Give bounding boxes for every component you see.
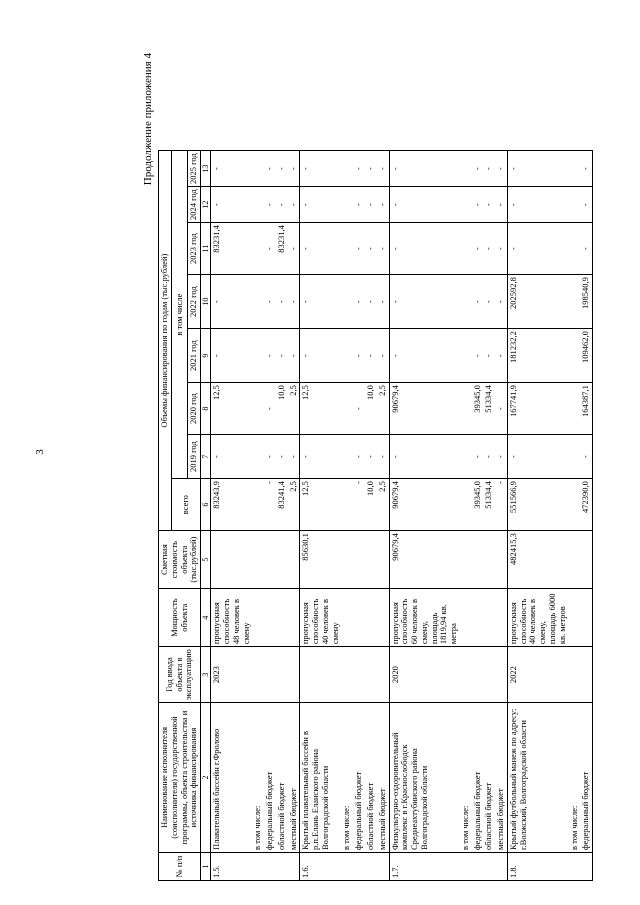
row-year-value — [341, 383, 353, 435]
appendix-label: Продолжение приложения 4 — [142, 53, 154, 186]
column-number: 5 — [201, 531, 211, 589]
row-year-value: - — [507, 223, 568, 275]
row-year-value: - — [507, 435, 568, 479]
row-cost — [353, 531, 365, 589]
row-year-value: - — [353, 275, 365, 329]
table-row — [276, 151, 288, 881]
row-year-value: - — [353, 187, 365, 223]
row-total — [252, 479, 264, 531]
row-year-value: - — [495, 329, 507, 383]
row-year-value — [341, 435, 353, 479]
row-year-value: - — [276, 151, 288, 187]
row-num — [252, 853, 264, 881]
row-year-value: - — [389, 151, 460, 187]
row-year-value: - — [495, 151, 507, 187]
row-year-value: - — [377, 435, 389, 479]
header-year: 2021 год — [188, 329, 201, 383]
row-name: местный бюджет — [288, 703, 300, 853]
table-row — [353, 151, 365, 881]
row-year-value: - — [300, 187, 342, 223]
row-year-value: - — [276, 435, 288, 479]
row-num: 1.5. — [211, 853, 253, 881]
row-year-value: - — [495, 435, 507, 479]
row-year-value: 90679,4 — [389, 383, 460, 435]
row-year-value: - — [365, 223, 377, 275]
row-year-value: 10,0 — [276, 383, 288, 435]
header-num: № п/п — [159, 853, 201, 881]
row-capacity — [569, 589, 581, 647]
row-year-value — [569, 435, 581, 479]
row-total: 90679,4 — [389, 479, 460, 531]
row-cost — [288, 531, 300, 589]
row-year-value: 181232,2 — [507, 329, 568, 383]
row-num — [472, 853, 484, 881]
table-row — [472, 151, 484, 881]
table-row — [300, 151, 342, 881]
row-year-value: - — [495, 223, 507, 275]
row-num — [460, 853, 472, 881]
row-year-value: - — [495, 383, 507, 435]
row-year-value — [341, 151, 353, 187]
row-year-value: 10,0 — [365, 383, 377, 435]
row-year-value — [252, 383, 264, 435]
row-total: - — [353, 479, 365, 531]
row-year-value: - — [288, 329, 300, 383]
row-year-value: - — [483, 151, 495, 187]
row-year-value: - — [288, 151, 300, 187]
header-year: 2025 год — [188, 151, 201, 187]
row-num — [377, 853, 389, 881]
row-capacity — [252, 589, 264, 647]
page-number: 3 — [34, 449, 46, 455]
row-year — [264, 647, 276, 703]
column-number: 4 — [201, 589, 211, 647]
row-year-value: - — [211, 329, 253, 383]
row-year-value: 39345,0 — [472, 383, 484, 435]
row-cost — [460, 531, 472, 589]
row-year-value — [341, 223, 353, 275]
column-number: 13 — [201, 151, 211, 187]
row-cost — [569, 531, 581, 589]
row-total: 551566,9 — [507, 479, 568, 531]
header-year-input: Год ввода объекта в эксплуатацию — [159, 647, 201, 703]
row-year — [460, 647, 472, 703]
row-name: Крытый футбольный манеж по адресу: г.Волжский, Волгоградской области — [507, 703, 568, 853]
row-year-value: - — [472, 275, 484, 329]
row-cost: 85630,1 — [300, 531, 342, 589]
table-row — [377, 151, 389, 881]
column-number: 12 — [201, 187, 211, 223]
row-name: областной бюджет — [483, 703, 495, 853]
row-total: - — [264, 479, 276, 531]
row-year-value: - — [300, 435, 342, 479]
row-year-value — [460, 383, 472, 435]
column-number: 2 — [201, 703, 211, 853]
column-number: 7 — [201, 435, 211, 479]
row-cost — [341, 531, 353, 589]
row-capacity — [460, 589, 472, 647]
row-name: областной бюджет — [365, 703, 377, 853]
row-name: местный бюджет — [495, 703, 507, 853]
table-row — [252, 151, 264, 881]
row-total: 2,5 — [288, 479, 300, 531]
row-year: 2023 — [211, 647, 253, 703]
row-year-value: - — [507, 151, 568, 187]
row-capacity: пропускная способность 40 человек в смену — [300, 589, 342, 647]
row-num — [365, 853, 377, 881]
row-total: 83241,4 — [276, 479, 288, 531]
table-row — [507, 151, 568, 881]
row-name: в том числе: — [460, 703, 472, 853]
row-year-value — [460, 329, 472, 383]
column-number: 6 — [201, 479, 211, 531]
row-name: Физкультурно-оздоровительный комплекс в г.Краснослободск Среднеахтубинского района Волгоградской области — [389, 703, 460, 853]
row-year-value — [569, 223, 581, 275]
row-total: 51334,4 — [483, 479, 495, 531]
row-capacity — [288, 589, 300, 647]
row-name: федеральный бюджет — [580, 703, 592, 853]
row-year-value — [252, 275, 264, 329]
header-cost: Сметная стоимость объекта (тыс.рублей) — [159, 531, 201, 589]
row-name: в том числе: — [252, 703, 264, 853]
row-year: 2020 — [389, 647, 460, 703]
row-year-value: - — [365, 275, 377, 329]
row-year-value: 83231,4 — [211, 223, 253, 275]
row-year — [276, 647, 288, 703]
row-year-value: - — [264, 187, 276, 223]
row-total — [569, 479, 581, 531]
row-year-value: 109462,0 — [580, 329, 592, 383]
table-row — [580, 151, 592, 881]
row-year-value — [460, 275, 472, 329]
row-year — [580, 647, 592, 703]
row-year-value: - — [377, 223, 389, 275]
header-year: 2024 год — [188, 187, 201, 223]
row-year-value: - — [495, 187, 507, 223]
row-year-value — [460, 435, 472, 479]
row-year-value: - — [483, 275, 495, 329]
row-year-value — [460, 223, 472, 275]
row-year-value — [341, 275, 353, 329]
table-row — [460, 151, 472, 881]
row-total — [341, 479, 353, 531]
row-year-value: - — [377, 275, 389, 329]
row-year-value: - — [472, 435, 484, 479]
row-year-value: - — [264, 383, 276, 435]
row-year-value: - — [483, 187, 495, 223]
row-year-value: 2,5 — [288, 383, 300, 435]
column-number: 8 — [201, 383, 211, 435]
row-year — [377, 647, 389, 703]
header-year: 2020 год — [188, 383, 201, 435]
row-year-value — [460, 151, 472, 187]
row-name: Плавательный бассейн г.Фролово — [211, 703, 253, 853]
row-year-value: 12,5 — [211, 383, 253, 435]
row-year-value: - — [353, 329, 365, 383]
table-row — [264, 151, 276, 881]
row-year — [472, 647, 484, 703]
row-num — [483, 853, 495, 881]
row-capacity — [341, 589, 353, 647]
row-name: федеральный бюджет — [264, 703, 276, 853]
row-cost: 482415,3 — [507, 531, 568, 589]
row-capacity — [483, 589, 495, 647]
row-year — [252, 647, 264, 703]
row-year-value: - — [365, 329, 377, 383]
row-year-value: 198540,9 — [580, 275, 592, 329]
column-number: 3 — [201, 647, 211, 703]
row-year-value: - — [211, 275, 253, 329]
row-cost — [264, 531, 276, 589]
row-year-value — [252, 329, 264, 383]
row-year-value: - — [353, 435, 365, 479]
row-capacity: пропускная способность 48 человек в смену — [211, 589, 253, 647]
row-num — [264, 853, 276, 881]
row-year-value — [569, 275, 581, 329]
row-year-value: - — [365, 151, 377, 187]
row-year — [365, 647, 377, 703]
row-year-value: - — [580, 187, 592, 223]
row-capacity: пропускная способность 40 человек в смену, площадь 6000 кв. метров — [507, 589, 568, 647]
row-year-value: 51334,4 — [483, 383, 495, 435]
row-name: местный бюджет — [377, 703, 389, 853]
row-cost — [483, 531, 495, 589]
row-year-value — [460, 187, 472, 223]
row-year-value: - — [264, 435, 276, 479]
row-total: 12,5 — [300, 479, 342, 531]
row-num — [276, 853, 288, 881]
header-year: 2019 год — [188, 435, 201, 479]
table-row — [495, 151, 507, 881]
row-num: 1.6. — [300, 853, 342, 881]
table-row — [211, 151, 253, 881]
row-year-value: - — [276, 187, 288, 223]
row-cost — [377, 531, 389, 589]
row-year-value: - — [472, 329, 484, 383]
row-num: 1.8. — [507, 853, 568, 881]
row-year-value: - — [483, 223, 495, 275]
row-year-value: - — [211, 435, 253, 479]
column-number: 11 — [201, 223, 211, 275]
row-year-value: - — [264, 223, 276, 275]
row-year-value: - — [389, 187, 460, 223]
row-year-value: - — [472, 223, 484, 275]
row-year-value: - — [377, 329, 389, 383]
row-cost — [580, 531, 592, 589]
row-capacity — [365, 589, 377, 647]
row-year-value — [569, 151, 581, 187]
row-year-value: - — [472, 151, 484, 187]
row-year-value — [252, 223, 264, 275]
row-year-value: - — [211, 151, 253, 187]
row-year-value: - — [288, 275, 300, 329]
row-cost — [495, 531, 507, 589]
table-row — [365, 151, 377, 881]
row-num — [288, 853, 300, 881]
row-year-value: 12,5 — [300, 383, 342, 435]
row-capacity — [472, 589, 484, 647]
row-total: - — [495, 479, 507, 531]
table-row — [569, 151, 581, 881]
row-total — [460, 479, 472, 531]
financing-table — [158, 150, 593, 881]
header-incl: в том числе — [171, 151, 188, 479]
row-year — [495, 647, 507, 703]
row-num — [341, 853, 353, 881]
row-year-value: 202592,8 — [507, 275, 568, 329]
row-year-value: 167741,9 — [507, 383, 568, 435]
row-year-value: - — [483, 435, 495, 479]
row-capacity — [580, 589, 592, 647]
row-total: 2,5 — [377, 479, 389, 531]
table-row — [483, 151, 495, 881]
row-year-value — [252, 435, 264, 479]
row-year-value: - — [377, 187, 389, 223]
row-year — [569, 647, 581, 703]
row-year-value: - — [353, 223, 365, 275]
row-year-value: - — [377, 151, 389, 187]
row-cost — [365, 531, 377, 589]
row-year: 2022 — [507, 647, 568, 703]
column-number: 1 — [201, 853, 211, 881]
row-year-value: 2,5 — [377, 383, 389, 435]
table-row — [341, 151, 353, 881]
row-cost: 90679,4 — [389, 531, 460, 589]
row-year-value: - — [507, 187, 568, 223]
row-num — [580, 853, 592, 881]
row-year-value: - — [389, 435, 460, 479]
row-name: Крытый плавательный бассейн в р.п.Елань Еланского района Волгоградской области — [300, 703, 342, 853]
row-capacity: пропускная способность 60 человек в смену, площадь 1819,94 кв. метра — [389, 589, 460, 647]
header-total: всего — [171, 479, 200, 531]
table-row — [288, 151, 300, 881]
row-year-value: 164387,1 — [580, 383, 592, 435]
row-year — [288, 647, 300, 703]
row-year-value: - — [264, 329, 276, 383]
row-year-value: - — [300, 151, 342, 187]
row-year-value: - — [276, 329, 288, 383]
row-year-value: - — [389, 223, 460, 275]
column-number: 10 — [201, 275, 211, 329]
row-capacity — [377, 589, 389, 647]
row-name: в том числе: — [569, 703, 581, 853]
row-year-value — [569, 187, 581, 223]
row-year-value — [341, 187, 353, 223]
row-year-value: - — [472, 187, 484, 223]
row-year-value: - — [264, 151, 276, 187]
row-cost — [211, 531, 253, 589]
row-year-value — [569, 329, 581, 383]
row-total: 39345,0 — [472, 479, 484, 531]
header-name: Наименование исполнителя (соисполнителя) государственной программы, объекта строительства и источника финансирования — [159, 703, 201, 853]
row-name: федеральный бюджет — [353, 703, 365, 853]
row-num — [353, 853, 365, 881]
header-funding: Объемы финансирования по годам (тыс.рублей) — [159, 151, 172, 531]
table-row — [389, 151, 460, 881]
row-total: 83243,9 — [211, 479, 253, 531]
row-year — [300, 647, 342, 703]
row-year-value: - — [353, 151, 365, 187]
row-year-value: - — [495, 275, 507, 329]
row-year-value: - — [389, 329, 460, 383]
row-year — [483, 647, 495, 703]
row-year-value: - — [276, 275, 288, 329]
row-year-value: - — [353, 383, 365, 435]
row-year-value: - — [288, 435, 300, 479]
row-year-value: - — [300, 275, 342, 329]
row-year-value: - — [483, 329, 495, 383]
row-capacity — [495, 589, 507, 647]
row-year-value: - — [211, 187, 253, 223]
row-capacity — [353, 589, 365, 647]
row-year-value: - — [264, 275, 276, 329]
row-year-value: - — [300, 223, 342, 275]
header-capacity: Мощность объекта — [159, 589, 201, 647]
row-year-value: - — [389, 275, 460, 329]
header-year: 2023 год — [188, 223, 201, 275]
row-name: областной бюджет — [276, 703, 288, 853]
row-year-value: - — [580, 435, 592, 479]
row-num — [569, 853, 581, 881]
row-year-value — [252, 151, 264, 187]
row-year — [341, 647, 353, 703]
row-year-value: - — [580, 223, 592, 275]
row-year-value — [252, 187, 264, 223]
row-name: в том числе: — [341, 703, 353, 853]
row-num: 1.7. — [389, 853, 460, 881]
column-number: 9 — [201, 329, 211, 383]
row-year-value: 83231,4 — [276, 223, 288, 275]
rotated-page — [140, 25, 640, 905]
row-year-value: - — [288, 223, 300, 275]
row-year-value: - — [288, 187, 300, 223]
row-total: 472390,0 — [580, 479, 592, 531]
row-cost — [472, 531, 484, 589]
row-name: федеральный бюджет — [472, 703, 484, 853]
row-year-value: - — [365, 435, 377, 479]
row-cost — [276, 531, 288, 589]
row-num — [495, 853, 507, 881]
row-year — [353, 647, 365, 703]
row-year-value: - — [365, 187, 377, 223]
row-year-value: - — [580, 151, 592, 187]
header-year: 2022 год — [188, 275, 201, 329]
row-capacity — [276, 589, 288, 647]
row-year-value — [569, 383, 581, 435]
row-cost — [252, 531, 264, 589]
row-capacity — [264, 589, 276, 647]
row-year-value — [341, 329, 353, 383]
row-year-value: - — [300, 329, 342, 383]
row-total: 10,0 — [365, 479, 377, 531]
